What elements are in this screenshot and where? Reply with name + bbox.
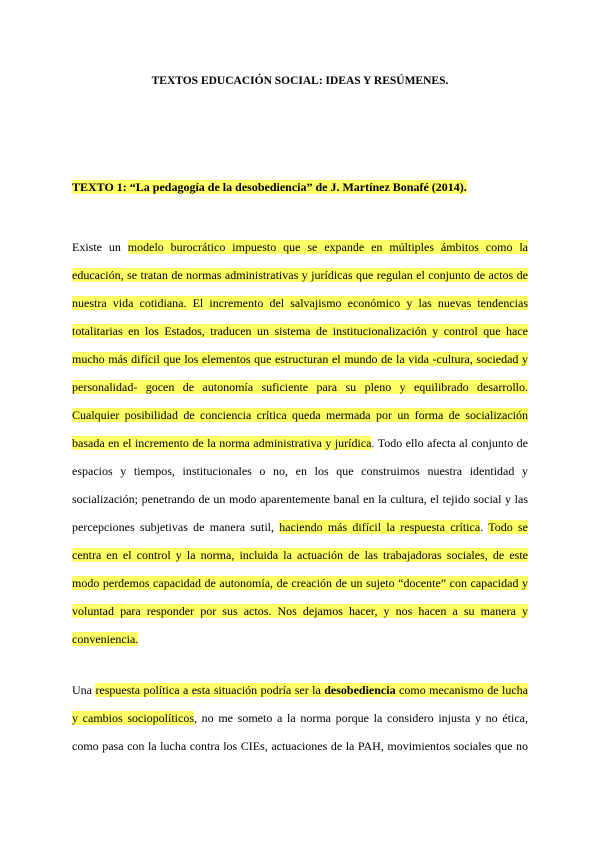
text-line [72,289,528,317]
highlighted-text: mucho más difícil que los elementos que estructuran el mundo de la vida -cultura, sociedad y [72,352,528,366]
highlighted-text: personalidad- gocen de autonomía suficiente para su pleno y equilibrado desarrollo. [72,380,528,394]
highlighted-text: modelo burocrático impuesto que se expande en múltiples ámbitos como la [127,240,528,254]
text-line [72,513,528,541]
text-line [72,317,528,345]
highlighted-text: Todo se [488,520,528,534]
plain-text: como pasa con la lucha contra los CIEs, actuaciones de la PAH, movimientos sociales que no [72,739,528,753]
plain-text: . Todo ello afecta al conjunto de [371,436,528,450]
text-line [72,457,528,485]
text-line [72,569,528,597]
highlighted-text: haciendo más difícil la respuesta crítica [279,520,481,534]
highlighted-text: como mecanismo de lucha [395,683,528,697]
paragraph-1 [72,233,528,653]
highlighted-text: totalitarias en los Estados, traducen un sistema de institucionalización y control que hace [72,324,528,338]
plain-text: Una [72,683,96,697]
plain-text: . [480,520,489,534]
text-line [72,401,528,429]
document-title: TEXTOS EDUCACIÓN SOCIAL: IDEAS Y RESÚMENES. [151,75,449,87]
highlighted-text: voluntad para responder por sus actos. Nos dejamos hacer, y nos hacen a su manera y [72,604,528,618]
highlighted-text: respuesta política a esta situación podría ser la [95,683,325,697]
text-line [72,233,528,261]
section-heading [72,180,467,195]
paragraph-2 [72,676,528,760]
text-line [72,625,528,653]
text-line [72,676,528,704]
text-line [72,345,528,373]
plain-text: Existe un [72,240,128,254]
highlighted-text: conveniencia. [72,632,139,646]
highlighted-text: y cambios sociopolíticos [72,711,194,725]
highlighted-text: Cualquier posibilidad de conciencia crítica queda mermada por un forma de socialización [72,408,528,422]
text-line [72,597,528,625]
section-heading-highlight [72,180,467,194]
text-line [72,704,528,732]
plain-text: espacios y tiempos, institucionales o no, en los que construimos nuestra identidad y [72,464,528,478]
text-line [72,261,528,289]
highlighted-text: nuestra vida cotidiana. El incremento del salvajismo económico y las nuevas tendencias [72,296,528,310]
text-line [72,541,528,569]
text-line [72,373,528,401]
highlighted-text: basada en el incremento de la norma administrativa y jurídica [72,436,372,450]
highlighted-bold-text: desobediencia [324,683,396,697]
text-line [72,732,528,760]
highlighted-text: centra en el control y la norma, incluida la actuación de las trabajadoras sociales, de este [72,548,528,562]
plain-text: percepciones subjetivas de manera sutil, [72,520,280,534]
section-text: “La pedagogía de la desobediencia” de J. Martínez Bonafé (2014). [129,180,467,194]
highlighted-text: educación, se tratan de normas administrativas y jurídicas que regulan el conjunto de actos de [72,268,528,282]
highlighted-text: modo perdemos capacidad de autonomía, de creación de un sujeto “docente” con capacidad y [72,576,528,590]
plain-text: socialización; penetrando de un modo aparentemente banal en la cultura, el tejido social y las [72,492,528,506]
text-line [72,485,528,513]
text-line [72,429,528,457]
section-label: TEXTO 1: [72,180,127,194]
plain-text: , no me someto a la norma porque la considero injusta y no ética, [194,711,528,725]
